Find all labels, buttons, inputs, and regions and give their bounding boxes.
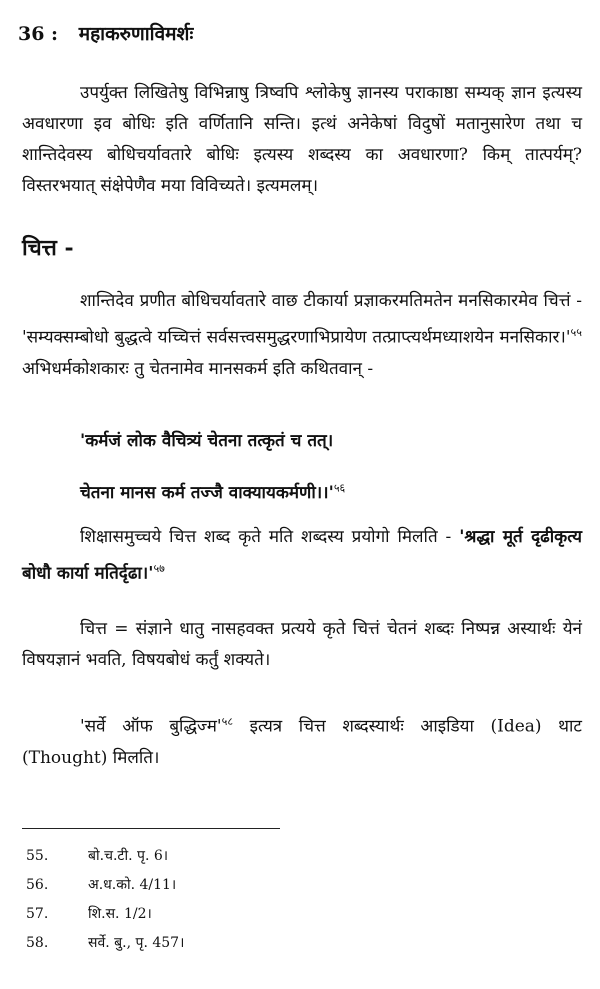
verse-line-2-text: चेतना मानस कर्म तज्जै वाक्यायकर्मणी।।': [80, 483, 334, 503]
section-heading: चित्त -: [22, 235, 74, 261]
footnote-number: 56.: [26, 877, 49, 893]
footnote-ref-55: ५५: [570, 326, 582, 339]
verse-line-2: [80, 480, 345, 503]
footnote-item: [26, 875, 184, 904]
footnote-number: 55.: [26, 848, 49, 864]
footnote-list: [26, 846, 184, 962]
footnote-item: [26, 846, 184, 875]
verse-line-1: 'कर्मजं लोक वैचित्र्यं चेतना तत्कृतं च तत्।: [80, 431, 334, 451]
paragraph-2-text-cont: अभिधर्मकोशकारः तु चेतनामेव मानसकर्म इति कथितवान् -: [22, 358, 374, 379]
footnote-item: [26, 904, 184, 933]
paragraph-3-text: शिक्षासमुच्चये चित्त शब्द कृते मति शब्दस्य प्रयोगो मिलति -: [80, 527, 460, 547]
footnote-text: बो.च.टी. पृ. 6।: [88, 848, 169, 864]
footnote-divider: [22, 828, 280, 829]
paragraph-2: [22, 286, 582, 385]
footnote-number: 58.: [26, 935, 49, 951]
footnote-ref-58: ५८: [221, 715, 234, 728]
footnote-ref-57: ५७: [153, 562, 165, 575]
running-title: महाकरुणाविमर्शः: [78, 23, 194, 45]
paragraph-5-text: इत्यत्र चित्त शब्दस्यार्थः आइडिया (Idea) थाट (Thought) मिलति।: [22, 716, 582, 768]
footnote-text: सर्वे. बु., पृ. 457।: [88, 935, 185, 951]
footnote-text: अ.ध.को. 4/11।: [88, 877, 177, 893]
footnote-number: 57.: [26, 906, 49, 922]
footnote-text: शि.स. 1/2।: [88, 906, 152, 922]
footnote-item: [26, 933, 184, 962]
paragraph-3: [22, 522, 582, 590]
paragraph-4: चित्त = संज्ञाने धातु नासहवक्त प्रत्यये कृते चित्तं चेतनं शब्दः निष्पन्न अस्यार्थः येनं विषयज्ञानं भवति, विषयबोधं कर्तुं शक्यते।: [22, 619, 582, 670]
footnote-ref-56: ५६: [333, 481, 346, 495]
page-header: [18, 20, 193, 46]
page-number: 36 :: [18, 23, 59, 45]
paragraph-5: [22, 706, 582, 774]
paragraph-1: उपर्युक्त लिखितेषु विभिन्नाषु त्रिष्वपि श्लोकेषु ज्ञानस्य पराकाष्ठा सम्यक् ज्ञान इत्यस्य अवधारणा इव बोधिः इति वर्णितानि सन्ति। इत्थं अनेकेषां विदुषों मतानुसारेण तथा च शान्तिदेवस्य बोधिचर्यावतारे बोधिः इत्यस्य शब्दस्य का अवधारणा? किम् तात्पर्यम्? विस्तरभयात् संक्षेपेणैव मया विविच्यते। इत्यमलम्।: [22, 83, 582, 196]
paragraph-3-quote: 'श्रद्धा मूर्त दृढीकृत्य बोधौ कार्या मतिर्दृढा।': [22, 527, 582, 584]
paragraph-2-text: शान्तिदेव प्रणीत बोधिचर्यावतारे वाछ टीकार्या प्रज्ञाकरमतिमतेन मनसिकारमेव चित्तं - 'सम्यक्सम्बोधो बुद्धत्वे यच्चित्तं सर्वसत्त्वसमुद्धरणाभिप्रायेण तत्प्राप्त्यर्थमध्याशयेन मनसिकार।': [22, 291, 582, 348]
paragraph-5-quote: 'सर्वे ऑफ बुद्धिज्म': [80, 716, 222, 737]
